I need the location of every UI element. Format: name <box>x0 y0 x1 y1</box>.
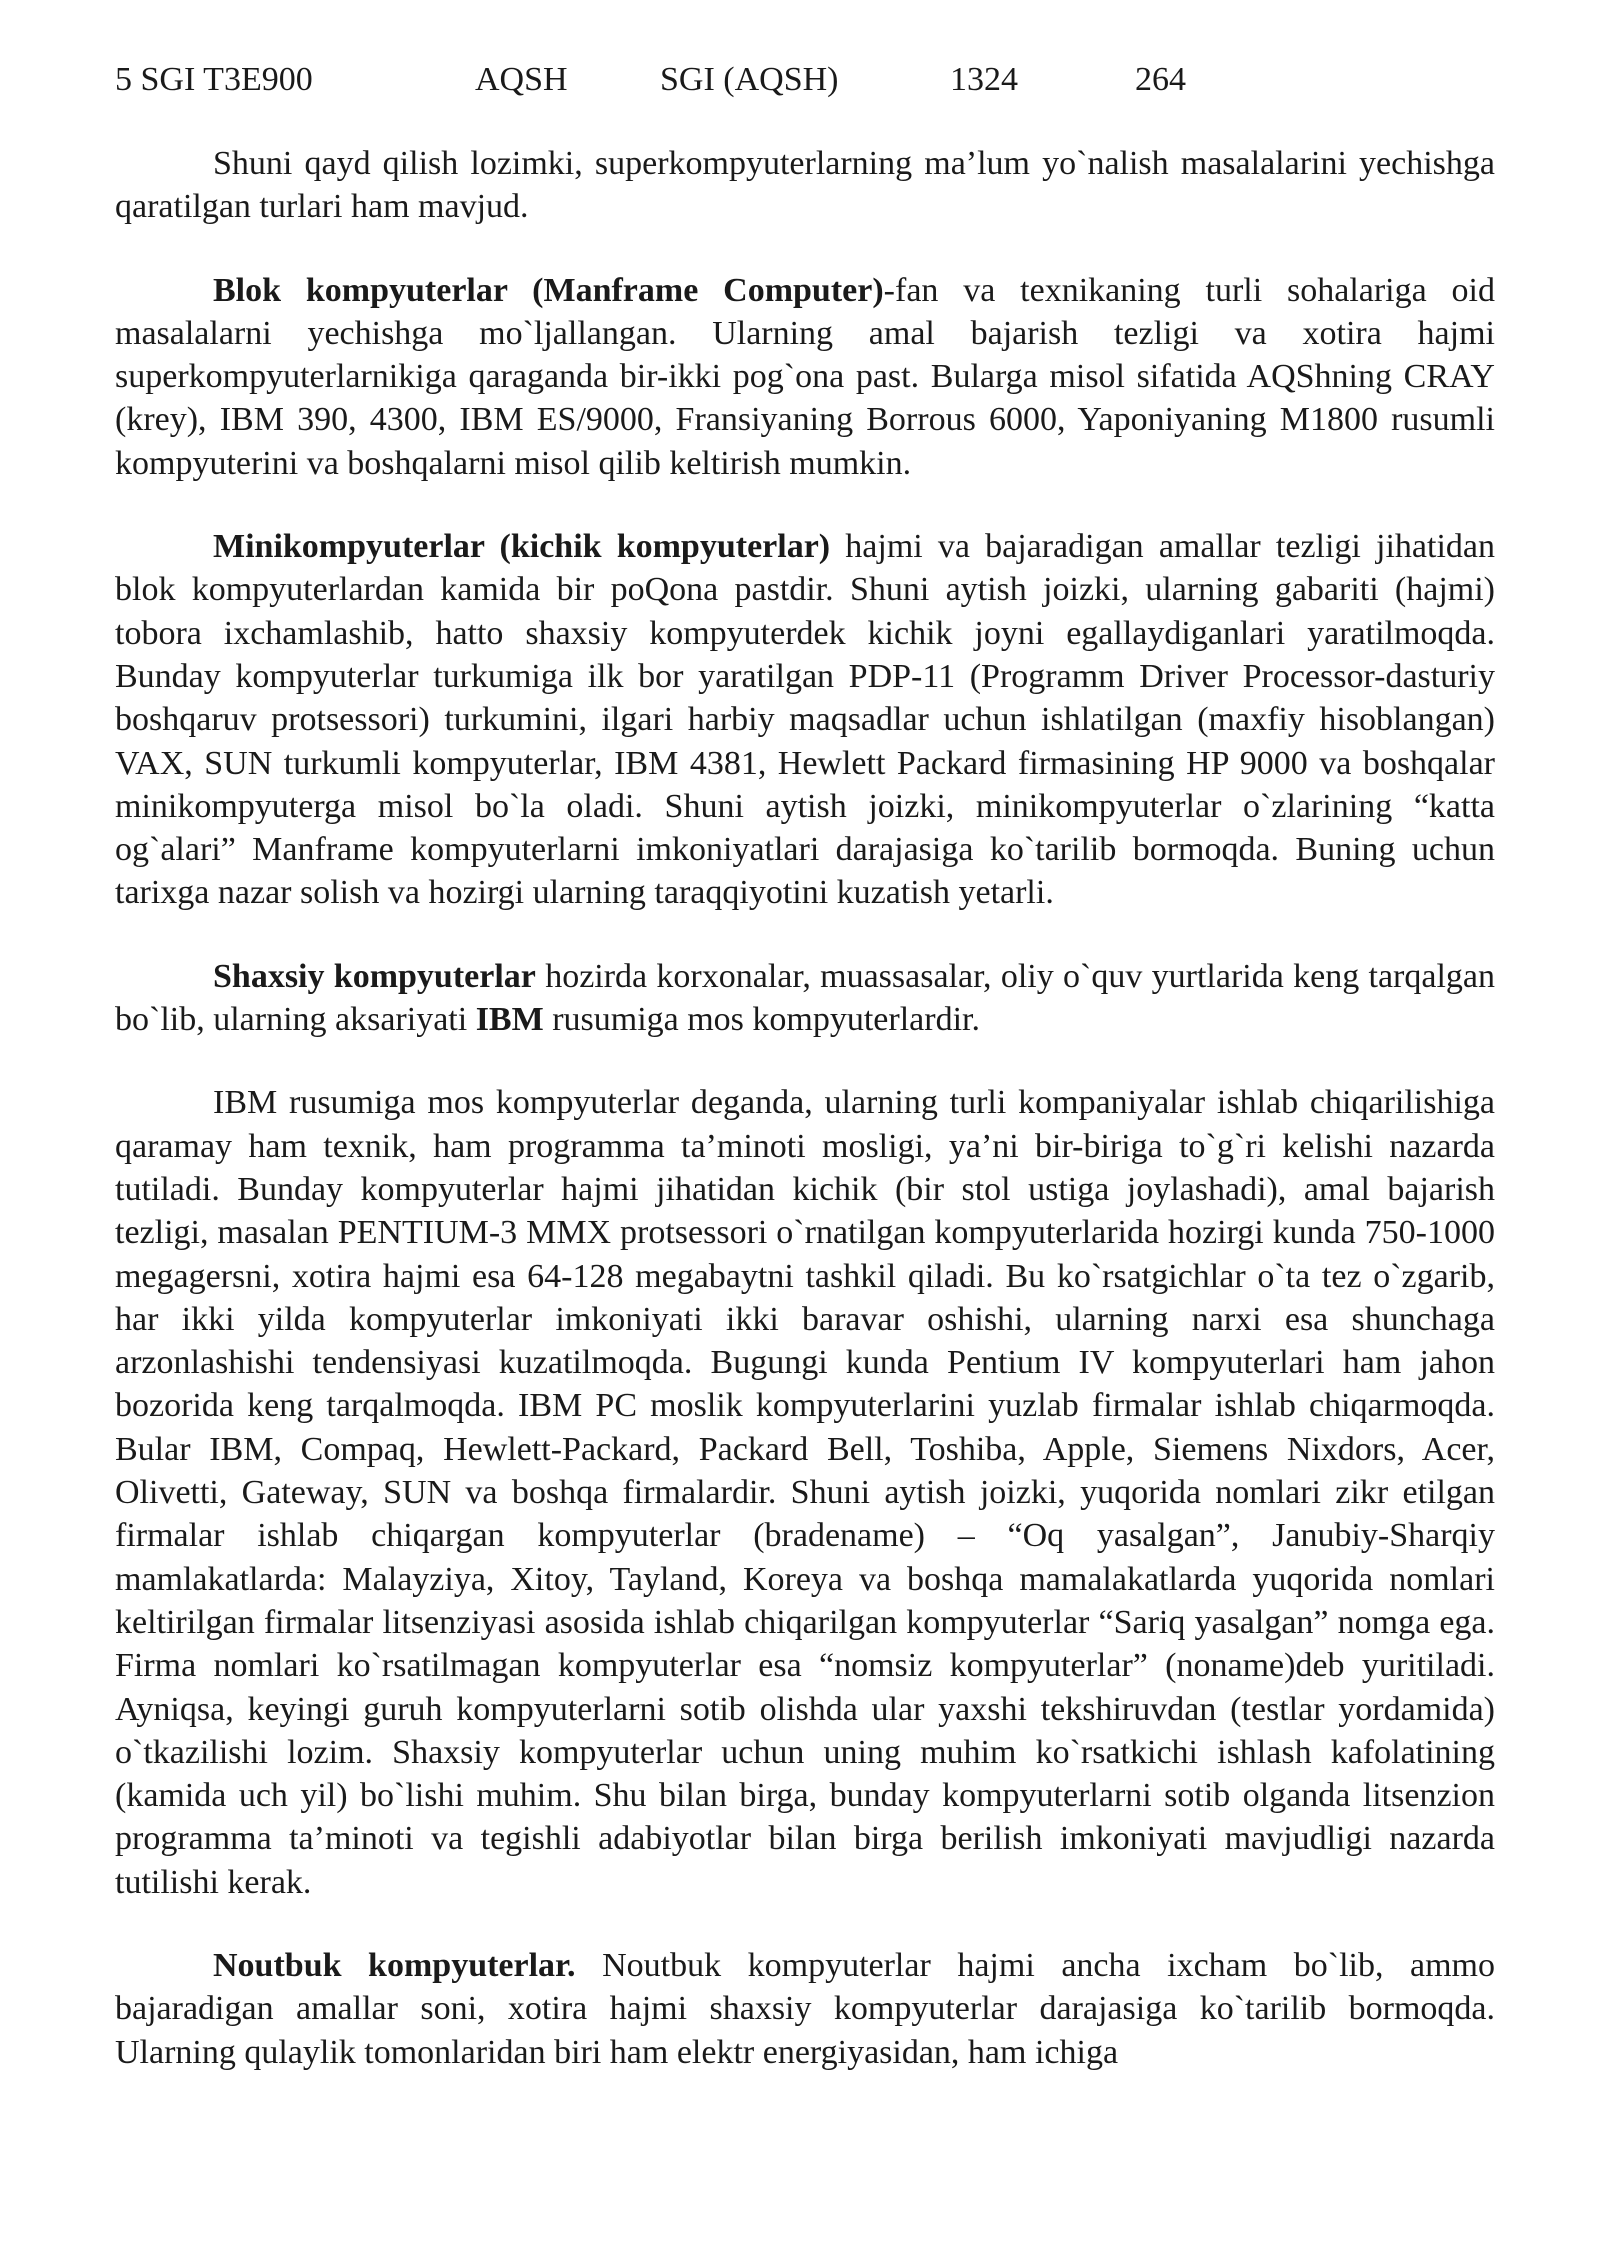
paragraph-superkompyuter-note <box>115 142 1495 229</box>
term-heading: Blok kompyuterlar (Manframe Computer) <box>213 271 884 309</box>
table-cell-value-1: 1324 <box>950 61 1018 98</box>
paragraph-gap <box>115 485 1495 525</box>
paragraph-gap <box>115 1904 1495 1944</box>
paragraph-gap <box>115 915 1495 955</box>
term-ibm: IBM <box>475 1001 544 1039</box>
paragraph-ibm-rusumiga-mos <box>115 1081 1495 1904</box>
paragraph-gap <box>115 229 1495 269</box>
paragraph-text: hozirda korxonalar, muassasalar, oliy o`quv yurtlarida keng tarqalgan bo`lib, ularning aksariyati <box>115 957 1495 1039</box>
paragraph-text: rusumiga mos kompyuterlardir. <box>543 1001 980 1039</box>
paragraph-text: Shuni qayd qilish lozimki, superkompyuterlarning ma’lum yo`nalish masalalarini yechishga qaratilgan turlari ham mavjud. <box>115 145 1495 226</box>
paragraph-blok-kompyuterlar <box>115 269 1495 485</box>
paragraph-text: Noutbuk kompyuterlar hajmi ancha ixcham bo`lib, ammo bajaradigan amallar soni, xotira hajmi shaxsiy kompyuterlar darajasiga ko`tarilib bormoqda. Ularning qulaylik tomonlaridan biri ham elektr energiyasidan, ham ichiga <box>115 1946 1495 2071</box>
table-cell-value-2: 264 <box>1135 61 1186 98</box>
paragraph-text: IBM rusumiga mos kompyuterlar deganda, ularning turli kompaniyalar ishlab chiqarilishiga qaramay ham texnik, ham programma ta’minoti mosligi, ya’ni bir-biriga to`g`ri kelishi nazarda tutiladi. Bunday kompyuterlar hajmi jihatidan kichik (bir stol ustiga joylashadi), amal bajarish tezligi, masalan PENTIUM-3 MMX protsessori o`rnatilgan kompyuterlarida hozirgi kunda 750-1000 megagersni, xotira hajmi esa 64-128 megabaytni tashkil qiladi. Bu ko`rsatgichlar o`ta tez o`zgarib, har ikki yilda kompyuterlar imkoniyati ikki baravar oshishi, ularning narxi esa shunchaga arzonlashishi tendensiyasi kuzatilmoqda. Bugungi kunda Pentium IV kompyuterlari ham jahon bozorida keng tarqalmoqda. IBM PC moslik kompyuterlarini yuzlab firmalar ishlab chiqarmoqda. Bular IBM, Compaq, Hewlett-Packard, Packard Bell, Toshiba, Apple, Siemens Nixdors, Acer, Olivetti, Gateway, SUN va boshqa firmalardir. Shuni aytish joizki, yuqorida nomlari zikr etilgan firmalar ishlab chiqargan kompyuterlar (bradename) – “Oq yasalgan”, Janubiy-Sharqiy mamlakatlarda: Malayziya, Xitoy, Tayland, Koreya va boshqa mamalakatlarda yuqorida nomlari keltirilgan firmalar litsenziyasi asosida ishlab chiqarilgan kompyuterlar “Sariq yasalgan” nomga ega. Firma nomlari ko`rsatilmagan kompyuterlar esa “nomsiz kompyuterlar” (noname)deb yuritiladi. Ayniqsa, keyingi guruh kompyuterlarni sotib olishda ular yaxshi tekshiruvdan (testlar yordamida) o`tkazilishi lozim. Shaxsiy kompyuterlar uchun uning muhim ko`rsatkichi ishlash kafolatining (kamida uch yil) bo`lishi muhim. Shu bilan birga, bunday kompyuterlarni sotib olganda litsenzion programma ta’minoti va tegishli adabiyotlar bilan birga berilish imkoniyati mavjudligi nazarda tutilishi kerak. <box>115 1084 1495 1901</box>
term-heading: Minikompyuterlar (kichik kompyuterlar) <box>213 528 831 566</box>
table-cell-number-model: 5 SGI T3E900 <box>115 61 313 98</box>
paragraph-minikompyuterlar <box>115 525 1495 915</box>
paragraph-text: hajmi va bajaradigan amallar tezligi jihatidan blok kompyuterlardan kamida bir poQona pastdir. Shuni aytish joizki, ularning gabariti (hajmi) tobora ixchamlashib, hatto shaxsiy kompyuterdek kichik joyni egallaydiganlari yaratilmoqda. Bunday kompyuterlar turkumiga ilk bor yaratilgan PDP-11 (Programm Driver Processor-dasturiy boshqaruv protsessori) turkumini, ilgari harbiy maqsadlar uchun ishlatilgan (maxfiy hisoblangan) VAX, SUN turkumli kompyuterlar, IBM 4381, Hewlett Packard firmasining HP 9000 va boshqalar minikompyuterga misol bo`la oladi. Shuni aytish joizki, minikompyuterlar o`zlarining “katta og`alari” Manframe kompyuterlarni imkoniyatlari darajasiga ko`tarilib bormoqda. Buning uchun tarixga nazar solish va hozirgi ularning taraqqiyotini kuzatish yetarli. <box>115 528 1495 912</box>
paragraph-gap <box>115 1041 1495 1081</box>
term-heading: Shaxsiy kompyuterlar <box>213 957 536 995</box>
table-row <box>115 58 1495 102</box>
table-cell-manufacturer: SGI (AQSH) <box>660 61 839 98</box>
table-cell-country: AQSH <box>475 61 568 98</box>
term-heading: Noutbuk kompyuterlar. <box>213 1946 576 1984</box>
paragraph-shaxsiy-kompyuterlar <box>115 955 1495 1042</box>
paragraph-text: -fan va texnikaning turli sohalariga oid masalalarni yechishga mo`ljallangan. Ularning amal bajarish tezligi va xotira hajmi superkompyuterlarnikiga qaraganda bir-ikki pog`ona past. Bularga misol sifatida AQShning CRAY (krey), IBM 390, 4300, IBM ES/9000, Fransiyaning Borrous 6000, Yaponiyaning M1800 rusumli kompyuterini va boshqalarni misol qilib keltirish mumkin. <box>115 271 1495 482</box>
paragraph-noutbuk-kompyuterlar <box>115 1944 1495 2074</box>
